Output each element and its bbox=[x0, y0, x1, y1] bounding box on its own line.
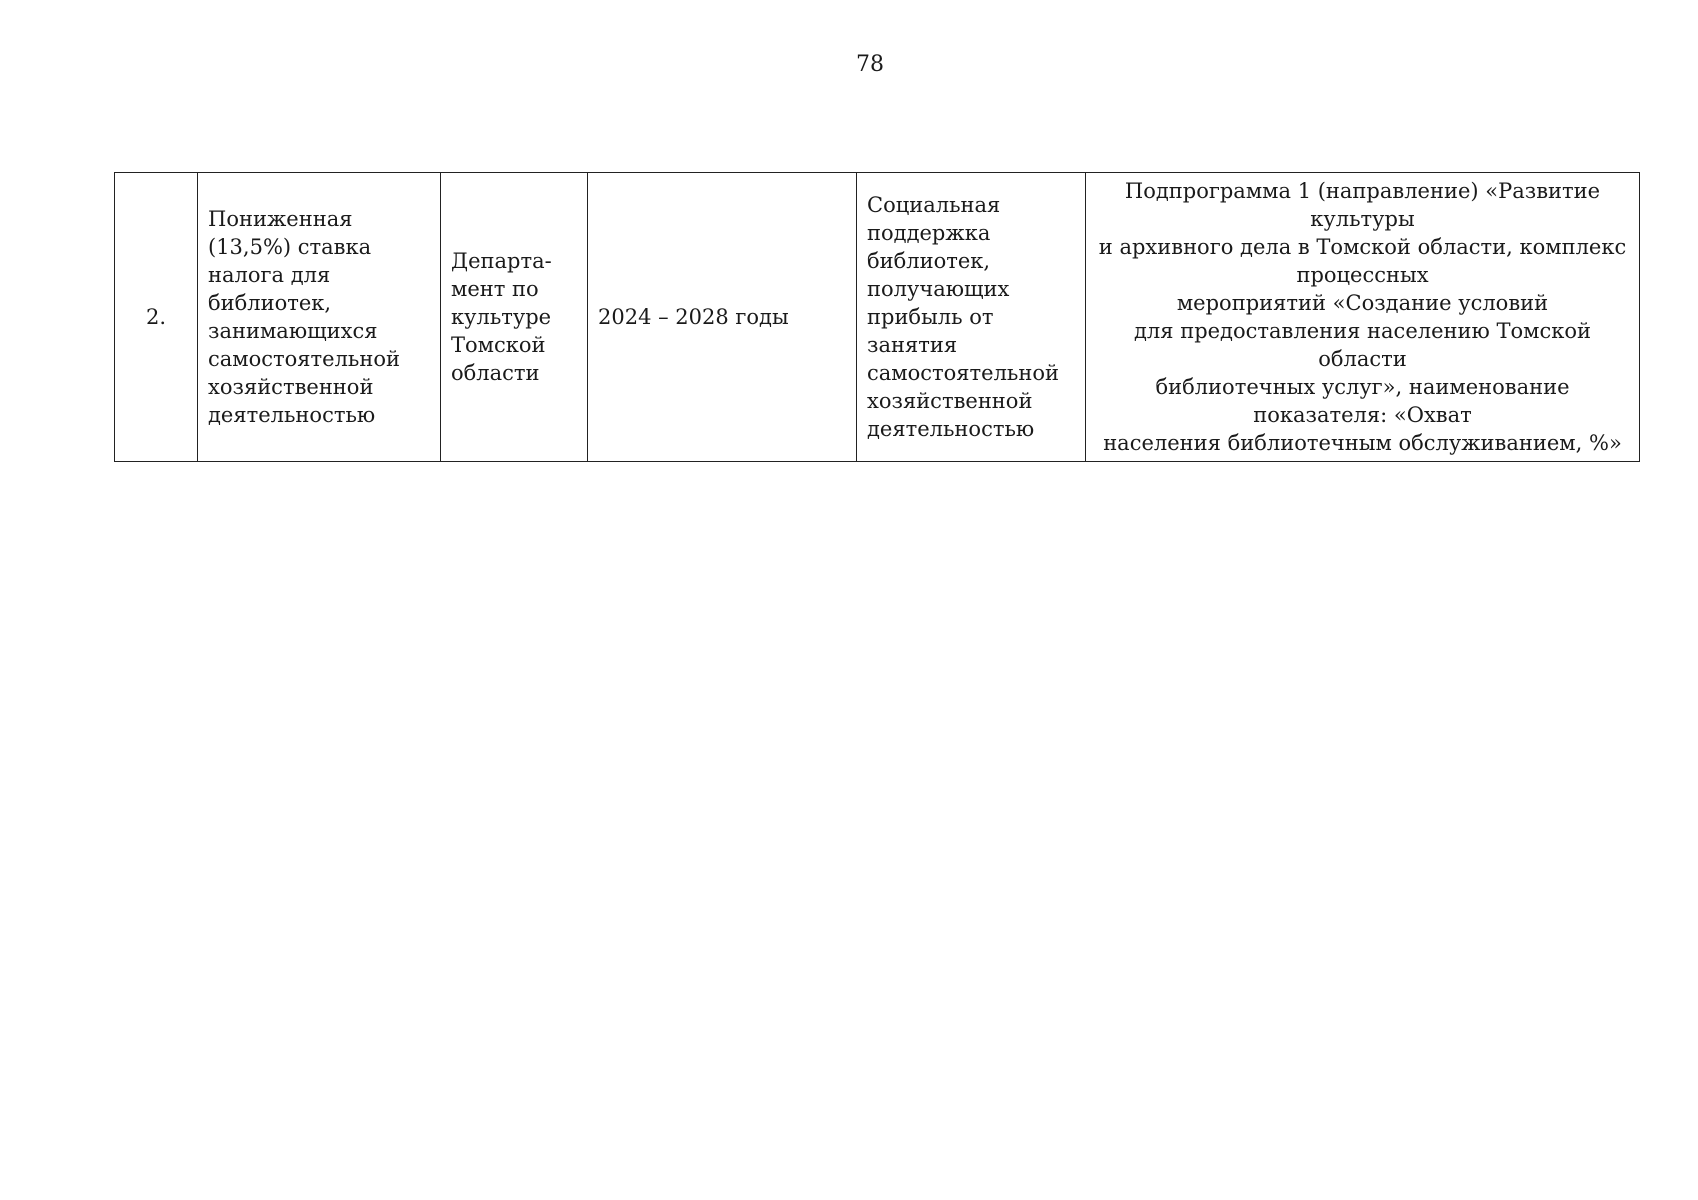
department-name: Департа- мент по культуре Томской области bbox=[451, 249, 552, 385]
page-number: 78 bbox=[856, 52, 884, 77]
row-number: 2. bbox=[145, 305, 167, 329]
table-row bbox=[115, 173, 1640, 462]
benefit-goal: Социальная поддержка библиотек, получающих прибыль от занятия самостоятельной хозяйственной деятельностью bbox=[867, 193, 1059, 441]
goal-cell bbox=[857, 173, 1086, 462]
benefit-name-cell bbox=[198, 173, 441, 462]
department-cell bbox=[441, 173, 588, 462]
indicator-cell bbox=[1086, 173, 1640, 462]
tax-benefits-table bbox=[114, 172, 1640, 462]
validity-period: 2024 – 2028 годы bbox=[598, 305, 789, 329]
program-indicator: Подпрограмма 1 (направление) «Развитие культуры и архивного дела в Томской области, комплекс процессных мероприятий «Создание условий для предоставления населению Томской области библиотечных услуг», наименование показателя: «Охват населения библиотечным обслуживанием, %» bbox=[1098, 179, 1627, 455]
benefit-name: Пониженная (13,5%) ставка налога для библиотек, занимающихся самостоятельной хозяйственной деятельностью bbox=[208, 207, 400, 427]
row-number-cell bbox=[115, 173, 198, 462]
period-cell bbox=[588, 173, 857, 462]
